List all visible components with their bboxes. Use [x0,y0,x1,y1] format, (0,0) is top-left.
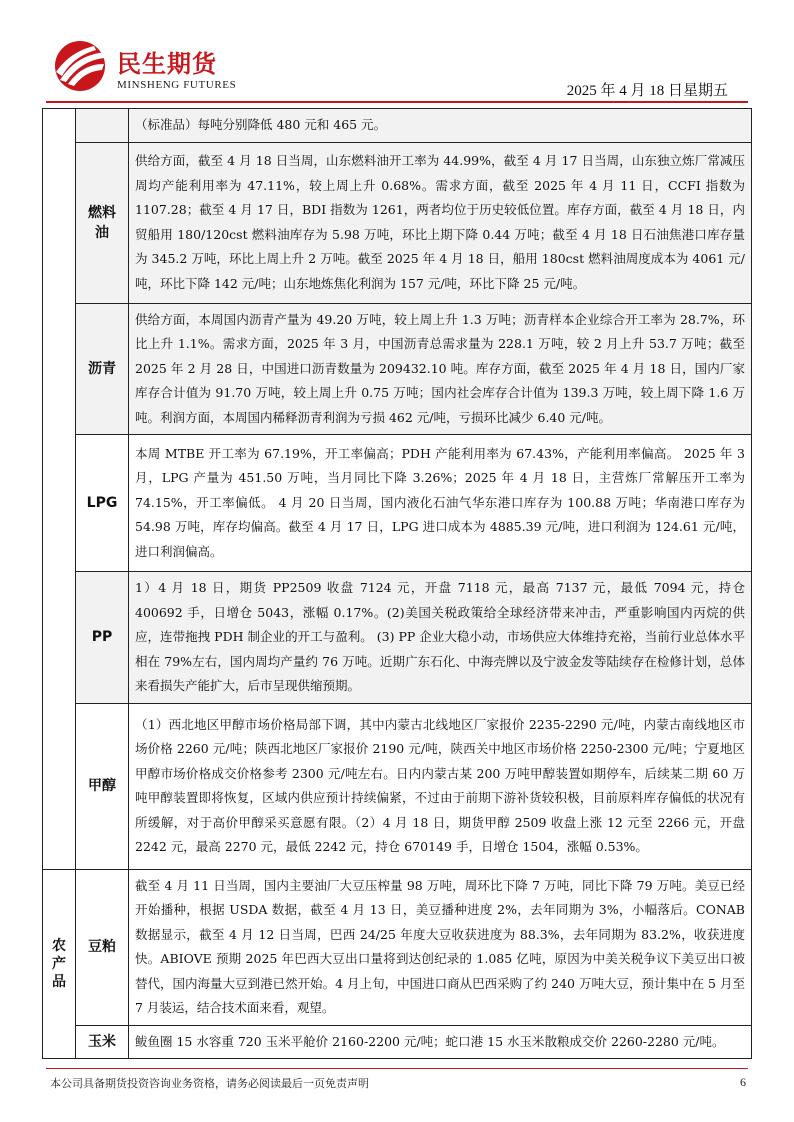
table-row [43,142,752,303]
product-cell: PP [76,572,129,704]
category-cell-energy [43,109,76,870]
analysis-text: （标准品）每吨分别降低 480 元和 465 元。 [129,109,752,143]
logo-mark-icon [50,40,110,92]
table-row [43,703,752,869]
product-cell: 玉米 [76,1025,129,1059]
product-name: 燃料油 [88,204,116,241]
product-cell [76,142,129,303]
brand-name-en: MINSHENG FUTURES [117,79,237,91]
analysis-text: （1）西北地区甲醇市场价格局部下调，其中内蒙古北线地区厂家报价 2235-2290 元/吨，内蒙古南线地区市场价格 2260 元/吨；陕西北地区厂家报价 2190 元/吨，陕西关中地区市场价格 2250-2300 元/吨；宁夏地区甲醇市场价格成交价格参考 2300 元/吨左右。日内内蒙古某 200 万吨甲醇装置如期停车，后续某二期 60 万吨甲醇装置即将恢复，区域内供应预计持续偏紧，不过由于前期下游补货较积极，目前原料库存偏低的状况有所缓解，对于高价甲醇采买意愿有限。（2）4 月 18 日，期货甲醇 2509 收盘上涨 12 元至 2266 元，开盘 2242 元，最高 2270 元，最低 2242 元，持仓 670149 手，日增仓 1504，涨幅 0.53%。 [129,703,752,869]
product-cell [76,109,129,143]
product-cell: 甲醇 [76,703,129,869]
disclaimer-note: 本公司具备期货投资咨询业务资格，请务必阅读最后一页免责声明 [50,1077,369,1090]
analysis-text: 供给方面，本周国内沥青产量为 49.20 万吨，较上周上升 1.3 万吨；沥青样本企业综合开工率为 28.7%，环比上升 1.1%。需求方面，2025 年 3 月，中国沥青总需求量为 228.1 万吨，较 2 月上升 53.7 万吨；截至 2025 年 2 月 28 日，中国进口沥青数量为 209432.10 吨。库存方面，截至 2025 年 4 月 18 日，国内厂家库存合计值为 91.70 万吨，较上周上升 0.75 万吨；国内社会库存合计值为 139.3 万吨，较上周下降 1.6 万吨。利润方面，本周国内稀释沥青利润为亏损 462 元/吨，亏损环比减少 6.40 元/吨。 [129,303,752,435]
report-date: 2025 年 4 月 18 日星期五 [566,83,728,99]
table-row [43,435,752,572]
table-row [43,303,752,435]
commodity-table [42,108,752,1059]
analysis-text: 供给方面，截至 4 月 18 日当周，山东燃料油开工率为 44.99%，截至 4 月 17 日当周，山东独立炼厂常减压周均产能利用率为 47.11%，较上周上升 0.68%。需求方面，截至 2025 年 4 月 11 日，CCFI 指数为 1107.28；截至 4 月 17 日，BDI 指数为 1261，两者均位于历史较低位置。库存方面，截至 4 月 18 日，内贸船用 180/120cst 燃料油库存为 5.98 万吨，环比上期下降 0.44 万吨；截至 4 月 18 日石油焦港口库存量为 345.2 万吨，环比上周上升 2 万吨。截至 2025 年 4 月 18 日，船用 180cst 燃料油周度成本为 4061 元/吨，环比下降 142 元/吨；山东地炼焦化利润为 157 元/吨，环比下降 25 元/吨。 [129,142,752,303]
page-number: 6 [740,1075,746,1089]
analysis-text: 本周 MTBE 开工率为 67.19%，开工率偏高；PDH 产能利用率为 67.43%，产能利用率偏高。 2025 年 3 月，LPG 产量为 451.50 万吨，当月同比下降 3.26%；2025 年 4 月 18 日，主营炼厂常解压开工率为 74.15%，开工率偏低。 4 月 20 日当周，国内液化石油气华东港口库存为 100.88 万吨；华南港口库存为 54.98 万吨，库存均偏高。截至 4 月 17 日，LPG 进口成本为 4885.39 元/吨，进口利润为 124.61 元/吨，进口利润偏高。 [129,435,752,572]
minsheng-logo [50,40,110,96]
category-cell-agri [43,869,76,1059]
header-divider [46,101,748,103]
product-cell: 豆粕 [76,869,129,1025]
analysis-text: 鲅鱼圈 15 水容重 720 玉米平舱价 2160-2200 元/吨；蛇口港 15 水玉米散粮成交价 2260-2280 元/吨。 [129,1025,752,1059]
brand-name-cn: 民生期货 [117,50,217,78]
table-row [43,869,752,1025]
analysis-text: 1）4 月 18 日，期货 PP2509 收盘 7124 元，开盘 7118 元，最高 7137 元，最低 7094 元，持仓 400692 手，日增仓 5043，涨幅 0.17%。(2)美国关税政策给全球经济带来冲击，严重影响国内丙烷的供应，连带拖拽 PDH 制企业的开工与盈利。 (3) PP 企业大稳小动，市场供应大体维持充裕，当前行业总体水平相在 79%左右，国内周均产量约 76 万吨。近期广东石化、中海壳牌以及宁波金发等陆续存在检修计划，总体来看损失产能扩大，后市呈现供缩预期。 [129,572,752,704]
footer-divider [46,1068,748,1069]
table-row [43,572,752,704]
product-cell: 沥青 [76,303,129,435]
category-name: 农产品 [52,937,66,990]
table-row [43,109,752,143]
analysis-text: 截至 4 月 11 日当周，国内主要油厂大豆压榨量 98 万吨，周环比下降 7 万吨，同比下降 79 万吨。美豆已经开始播种，根据 USDA 数据，截至 4 月 13 日，美豆播种进度 2%，去年同期为 3%，小幅落后。CONAB 数据显示，截至 4 月 12 日当周，巴西 24/25 年度大豆收获进度为 88.3%，去年同期为 83.2%，收获进度快。ABIOVE 预期 2025 年巴西大豆出口量将到达创纪录的 1.085 亿吨，原因为中美关税争议下美豆出口被替代，国内海量大豆到港已然开始。4 月上旬，中国进口商从巴西采购了约 240 万吨大豆，预计集中在 5 月至 7 月装运，结合技术面来看，观望。 [129,869,752,1025]
table-row [43,1025,752,1059]
product-cell: LPG [76,435,129,572]
